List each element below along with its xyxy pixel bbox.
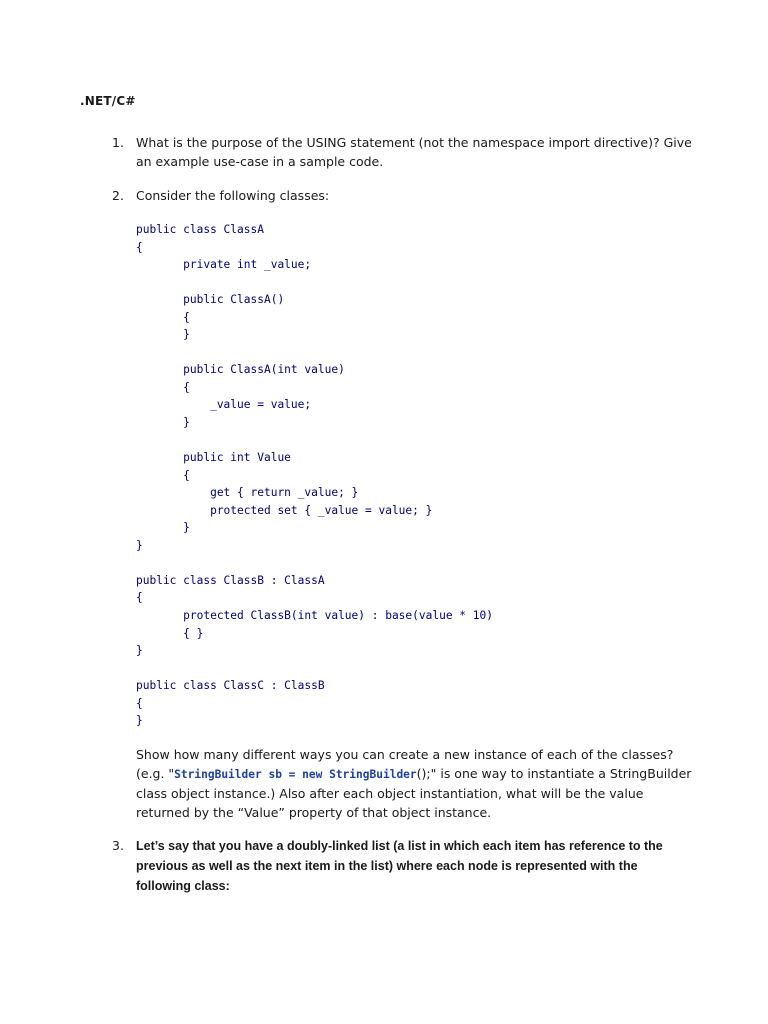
inline-code-example: StringBuilder sb = new StringBuilder [174,768,417,781]
question-2-followup [136,745,696,822]
section-heading: .NET/C# [80,94,136,108]
followup-text-part2: ();" is one way to instantiate a StringBuilder class object instance.) Also after each object instantiation, what will be the value returned by the “Value” property of that object instance. [136,766,692,820]
question-number: 1. [112,135,124,150]
followup-text-part1: Show how many different ways you can create a new instance of each of the classes? (e.g. " [136,747,674,781]
question-number: 3. [112,838,124,853]
question-text: What is the purpose of the USING statement (not the namespace import directive)? Give an example use-case in a sample code. [136,135,692,169]
question-text: Let’s say that you have a doubly-linked list (a list in which each item has reference to the previous as well as the next item in the list) where each node is represented with the following class: [136,839,663,893]
code-block: public class ClassA { private int _value; public ClassA() { } public ClassA(int value) { _value = value; } public int Value { get { return _value; } protected set { _value = value; } } } public class ClassB : ClassA { protected ClassB(int value) : base(value * 10) { } } public class ClassC : ClassB { } [136,223,493,728]
question-number: 2. [112,188,124,203]
question-text: Consider the following classes: [136,188,330,203]
